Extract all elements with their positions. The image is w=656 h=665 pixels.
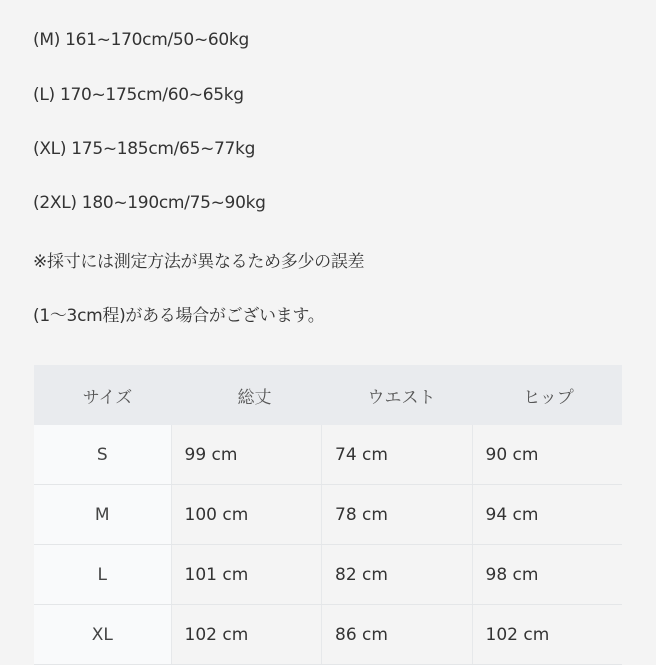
cell-size: L bbox=[34, 545, 172, 604]
table-row bbox=[34, 425, 622, 485]
header-waist: ウエスト bbox=[367, 387, 436, 408]
note-measurement-tolerance: (1〜3cm程)がある場合がございます。 bbox=[33, 306, 325, 326]
cell-length: 99 cm bbox=[172, 425, 323, 484]
size-table-header bbox=[34, 365, 622, 425]
cell-waist: 78 cm bbox=[322, 485, 473, 544]
cell-size: XL bbox=[34, 605, 172, 664]
cell-length: 102 cm bbox=[172, 605, 323, 664]
note-size-xl: (XL) 175~185cm/65~77kg bbox=[33, 139, 256, 159]
header-hip: ヒップ bbox=[523, 387, 574, 408]
cell-waist: 86 cm bbox=[322, 605, 473, 664]
cell-hip: 98 cm bbox=[485, 564, 539, 585]
note-size-m: (M) 161~170cm/50~60kg bbox=[33, 30, 249, 50]
table-row bbox=[34, 485, 622, 545]
note-size-l: (L) 170~175cm/60~65kg bbox=[33, 85, 244, 105]
cell-hip: 94 cm bbox=[485, 504, 539, 525]
cell-hip: 102 cm bbox=[485, 624, 550, 645]
note-size-2xl: (2XL) 180~190cm/75~90kg bbox=[33, 193, 266, 213]
table-row bbox=[34, 605, 622, 665]
cell-hip: 90 cm bbox=[485, 444, 539, 465]
cell-length: 101 cm bbox=[172, 545, 323, 604]
table-row bbox=[34, 545, 622, 605]
cell-size: S bbox=[34, 425, 172, 484]
cell-size: M bbox=[34, 485, 172, 544]
cell-waist: 74 cm bbox=[322, 425, 473, 484]
cell-waist: 82 cm bbox=[322, 545, 473, 604]
header-size: サイズ bbox=[82, 387, 133, 408]
size-table bbox=[34, 365, 622, 665]
note-measurement-disclaimer: ※採寸には測定方法が異なるため多少の誤差 bbox=[33, 252, 365, 272]
cell-length: 100 cm bbox=[172, 485, 323, 544]
header-length: 総丈 bbox=[237, 387, 272, 408]
